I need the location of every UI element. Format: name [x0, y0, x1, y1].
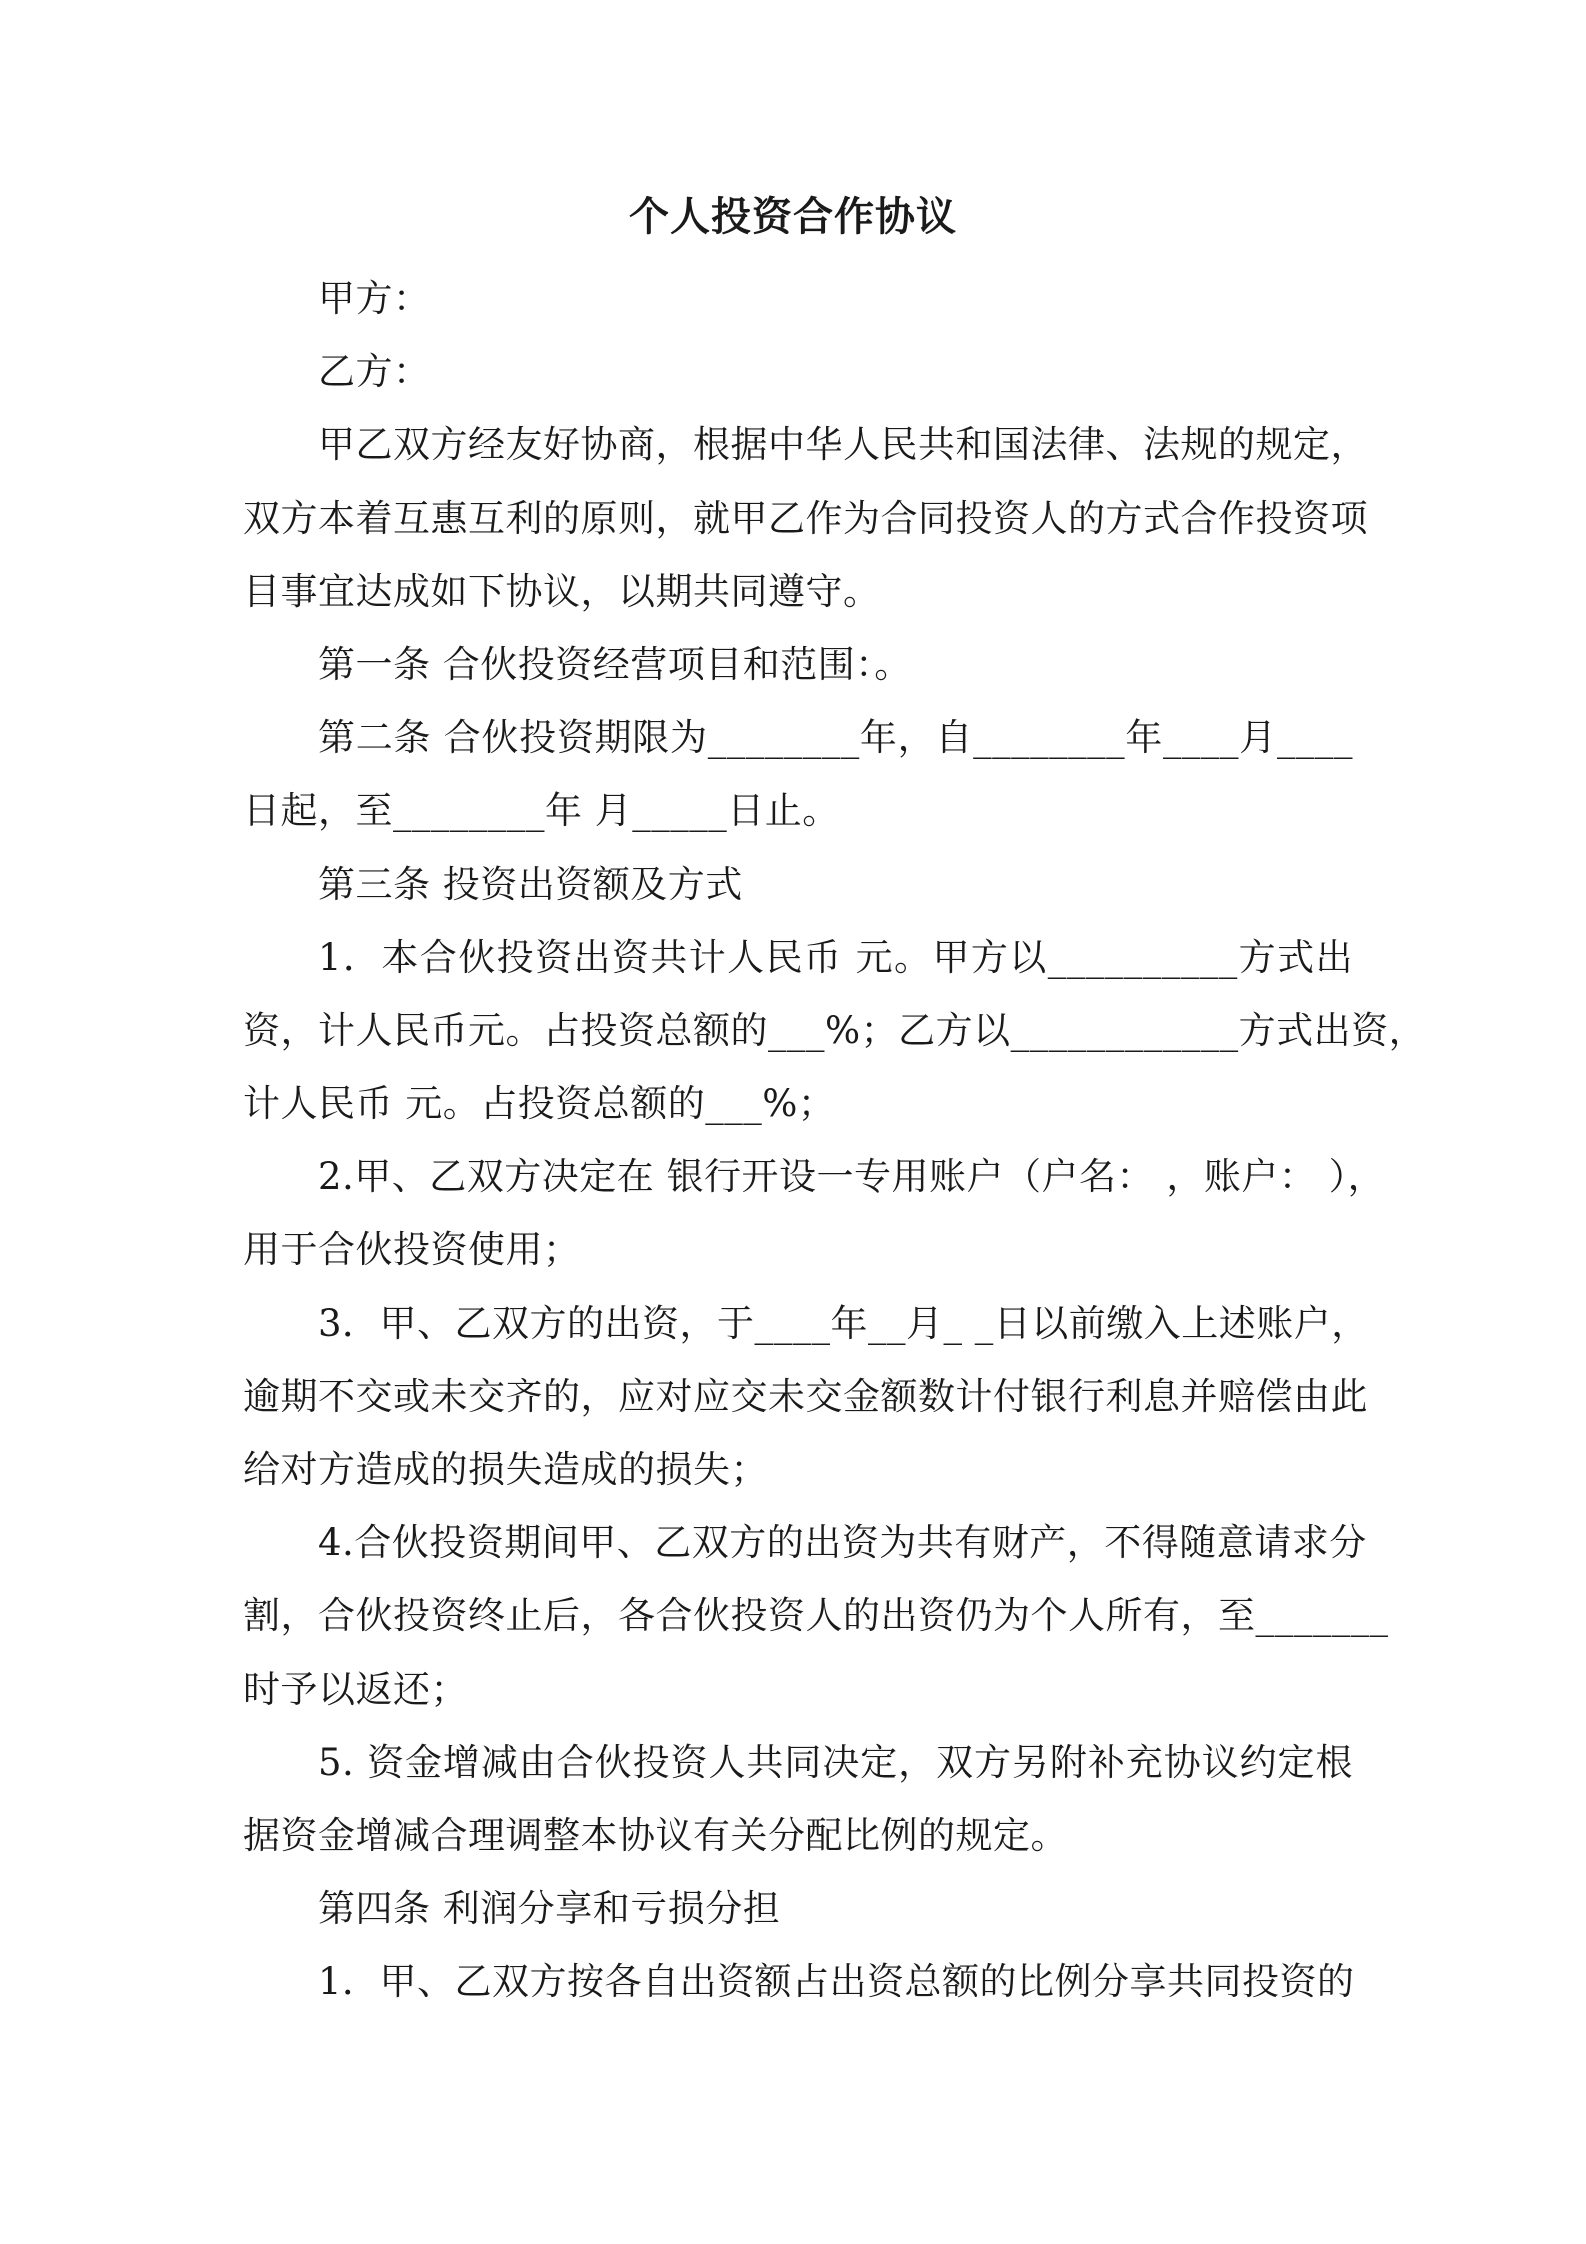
clause-line: 计人民币 元。占投资总额的___%； [243, 1082, 836, 1126]
clause-line: 用于合伙投资使用； [243, 1228, 581, 1272]
article-4-heading: 第四条 利润分享和亏损分担 [318, 1887, 781, 1931]
clause-line: 割，合伙投资终止后，各合伙投资人的出资仍为个人所有，至_______ [243, 1594, 1389, 1638]
document-body [243, 262, 1427, 2019]
clause-line: 给对方造成的损失造成的损失； [243, 1448, 768, 1491]
article-2-line: 日起，至________年 月_____日止。 [243, 789, 840, 833]
preamble-line: 目事宜达成如下协议，以期共同遵守。 [243, 569, 881, 613]
preamble-line: 甲乙双方经友好协商，根据中华人民共和国法律、法规的规定， [318, 423, 1368, 467]
document-title: 个人投资合作协议 [629, 193, 957, 240]
clause-line: 1．甲、乙双方按各自出资额占出资总额的比例分享共同投资的 [318, 1960, 1355, 2004]
clause-line: 1．本合伙投资出资共计人民币 元。甲方以__________方式出 [318, 935, 1353, 979]
clause-line: 资，计人民币元。占投资总额的___%；乙方以____________方式出资， [243, 1008, 1427, 1052]
preamble-line: 双方本着互惠互利的原则，就甲乙作为合同投资人的方式合作投资项 [243, 496, 1368, 540]
clause-line: 逾期不交或未交齐的，应对应交未交金额数计付银行利息并赔偿由此 [243, 1374, 1368, 1418]
clause-line: 5. 资金增减由合伙投资人共同决定，双方另附补充协议约定根 [318, 1740, 1353, 1784]
article-3-heading: 第三条 投资出资额及方式 [318, 862, 743, 906]
party-a-line: 甲方： [318, 277, 431, 320]
clause-line: 据资金增减合理调整本协议有关分配比例的规定。 [243, 1813, 1068, 1857]
article-1-heading: 第一条 合伙投资经营项目和范围：。 [318, 642, 912, 686]
article-2-line: 第二条 合伙投资期限为________年，自________年____月____ [318, 716, 1353, 760]
clause-line: 3．甲、乙双方的出资，于____年__月_ _日以前缴入上述账户， [318, 1301, 1369, 1345]
clause-line: 2.甲、乙双方决定在 银行开设一专用账户（户名： ，账户： ）， [318, 1155, 1386, 1199]
clause-line: 4.合伙投资期间甲、乙双方的出资为共有财产，不得随意请求分 [318, 1521, 1367, 1565]
clause-line: 时予以返还； [243, 1667, 468, 1711]
party-b-line: 乙方： [318, 350, 431, 394]
